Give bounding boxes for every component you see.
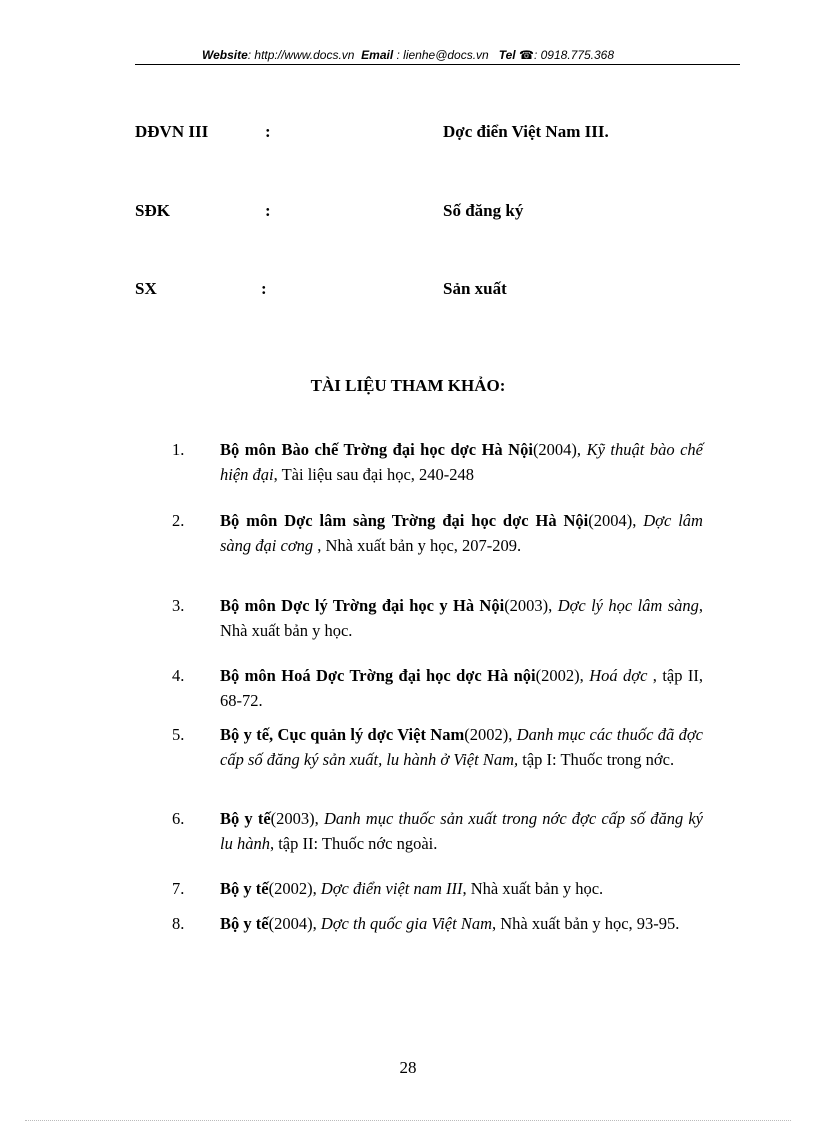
reference-number: 6. xyxy=(172,809,185,828)
reference-title: Kỹ thuật bào chế hiện đại xyxy=(220,440,703,484)
website-label: Website xyxy=(201,48,248,62)
reference-details: , tập II: Thuốc nớc ngoài. xyxy=(269,834,438,853)
reference-number: 7. xyxy=(172,879,185,898)
reference-author: Bộ y tế xyxy=(220,914,269,933)
reference-text xyxy=(220,722,703,772)
abbreviation-value: Sản xuất xyxy=(443,279,507,298)
reference-author: Bộ môn Bào chế Trờng đại học dợc Hà Nội xyxy=(220,440,533,459)
reference-year: (2002), xyxy=(535,666,590,685)
reference-number: 1. xyxy=(172,440,185,459)
reference-text xyxy=(220,876,703,901)
reference-year: (2004), xyxy=(268,914,321,933)
reference-title: Dợc lâm sàng đại cơng xyxy=(220,511,703,555)
abbreviation-value: Dợc điển Việt Nam III. xyxy=(443,122,609,141)
abbreviation-key: DĐVN III xyxy=(135,122,209,141)
abbreviation-key: SX xyxy=(135,279,157,298)
reference-number: 4. xyxy=(172,666,185,685)
reference-year: (2004), xyxy=(588,511,644,530)
reference-year: (2003), xyxy=(504,596,558,615)
reference-details: , tập II, 68-72. xyxy=(220,666,704,710)
reference-author: Bộ y tế xyxy=(220,879,269,898)
reference-author: Bộ y tế xyxy=(220,809,271,828)
reference-number: 8. xyxy=(172,914,185,933)
reference-details: tập I: Thuốc trong nớc. xyxy=(518,750,675,769)
abbreviation-value: Số đăng ký xyxy=(443,201,524,220)
reference-author: Bộ môn Dợc lý Trờng đại học y Hà Nội xyxy=(220,596,505,615)
reference-year: (2004), xyxy=(532,440,587,459)
reference-text xyxy=(220,663,703,713)
reference-title: Hoá dợc xyxy=(589,666,648,685)
page-bottom-border xyxy=(25,1120,791,1121)
reference-details: , Nhà xuất bản y học, 207-209. xyxy=(313,536,522,555)
reference-year: (2002), xyxy=(464,725,517,744)
tel-label: Tel xyxy=(498,48,516,62)
page-header xyxy=(0,48,816,62)
reference-title: Danh mục các thuốc đã đợc cấp số đăng ký sản xuất, lu hành ở Việt Nam, xyxy=(220,725,703,769)
reference-text xyxy=(220,508,703,558)
email-value[interactable]: : lienhe@docs.vn xyxy=(396,48,489,62)
email-label: Email xyxy=(361,48,394,62)
reference-details: , Nhà xuất bản y học, 93-95. xyxy=(492,914,680,933)
tel-value: : 0918.775.368 xyxy=(533,48,615,62)
reference-text xyxy=(220,911,703,936)
reference-year: (2003), xyxy=(270,809,324,828)
abbreviation-colon: : xyxy=(265,122,271,141)
header-divider xyxy=(135,64,740,65)
phone-icon: ☎ xyxy=(519,48,534,62)
website-value[interactable]: : http://www.docs.vn xyxy=(247,48,355,62)
reference-author: Bộ môn Hoá Dợc Trờng đại học dợc Hà nội xyxy=(220,666,536,685)
abbreviation-colon: : xyxy=(261,279,267,298)
reference-text xyxy=(220,593,703,643)
reference-details: , Tài liệu sau đại học, 240-248 xyxy=(273,465,475,484)
abbreviation-colon: : xyxy=(265,201,271,220)
reference-number: 3. xyxy=(172,596,185,615)
section-title: TÀI LIỆU THAM KHẢO: xyxy=(310,376,506,395)
reference-title: Danh mục thuốc sản xuất trong nớc đợc cấp số đăng ký lu hành xyxy=(220,809,704,853)
reference-author: Bộ y tế, Cục quản lý dợc Việt Nam xyxy=(220,725,465,744)
page-number: 28 xyxy=(399,1058,417,1077)
reference-year: (2002), xyxy=(268,879,321,898)
reference-title: Dợc th quốc gia Việt Nam xyxy=(320,914,493,933)
reference-details: , Nhà xuất bản y học. xyxy=(220,596,703,640)
reference-title: Dợc điển việt nam III xyxy=(320,879,463,898)
reference-text xyxy=(220,437,703,487)
reference-number: 2. xyxy=(172,511,185,530)
abbreviation-key: SĐK xyxy=(135,201,170,220)
reference-details: , Nhà xuất bản y học. xyxy=(462,879,604,898)
reference-author: Bộ môn Dợc lâm sàng Trờng đại học dợc Hà Nội xyxy=(220,511,589,530)
reference-text xyxy=(220,806,703,856)
reference-number: 5. xyxy=(172,725,185,744)
reference-title: Dợc lý học lâm sàng xyxy=(557,596,699,615)
